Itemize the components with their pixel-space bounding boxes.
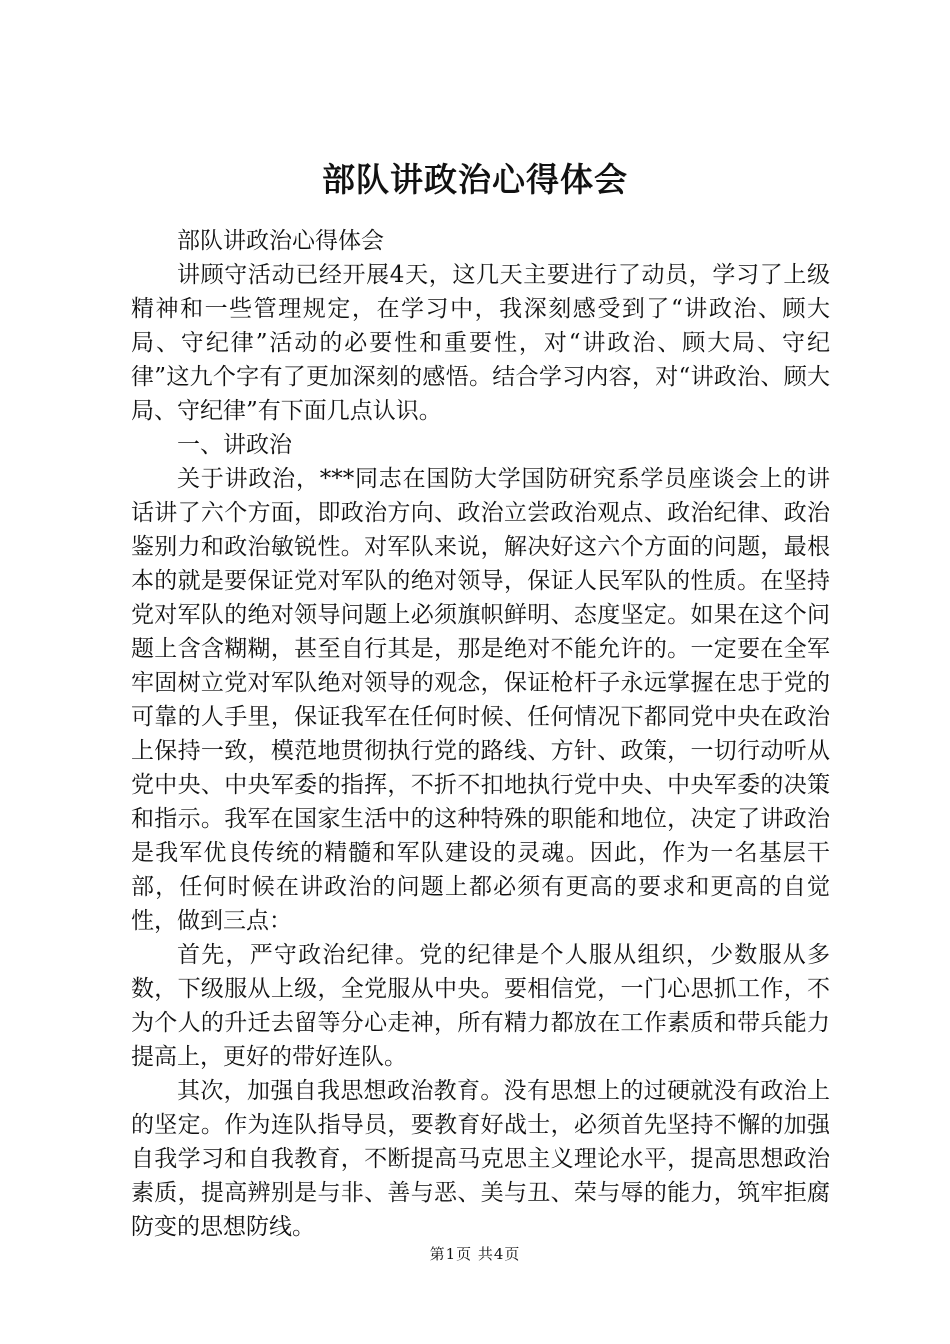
page-footer: 第1页 共4页: [429, 1245, 521, 1263]
body-paragraph: 关于讲政治，***同志在国防大学国防研究系学员座谈会上的讲话讲了六个方面，即政治方向、政治立尝政治观点、政治纪律、政治鉴别力和政治敏锐性。对军队来说，解决好这六个方面的问题，最根本的就是要保证党对军队的绝对领导，保证人民军队的性质。在坚持党对军队的绝对领导问题上必须旗帜鲜明、态度坚定。如果在这个问题上含含糊糊，甚至自行其是，那是绝对不能允许的。一定要在全军牢固树立党对军队绝对领导的观念，保证枪杆子永远掌握在忠于党的可靠的人手里，保证我军在任何时候、任何情况下都同党中央在政治上保持一致，模范地贯彻执行党的路线、方针、政策，一切行动听从党中央、中央军委的指挥，不折不扣地执行党中央、中央军委的决策和指示。我军在国家生活中的这种特殊的职能和地位，决定了讲政治是我军优良传统的精髓和军队建设的灵魂。因此，作为一名基层干部，任何时候在讲政治的问题上都必须有更高的要求和更高的自觉性，做到三点：: [131, 466, 830, 934]
intro-paragraph: 讲顾守活动已经开展4天，这几天主要进行了动员，学习了上级精神和一些管理规定，在学习中，我深刻感受到了“讲政治、顾大局、守纪律”活动的必要性和重要性，对“讲政治、顾大局、守纪律”这九个字有了更加深刻的感悟。结合学习内容，对“讲政治、顾大局、守纪律”有下面几点认识。: [131, 262, 830, 424]
subtitle-paragraph: 部队讲政治心得体会: [177, 228, 384, 254]
document-body: [131, 224, 830, 1244]
body-paragraph: 其次，加强自我思想政治教育。没有思想上的过硬就没有政治上的坚定。作为连队指导员，要教育好战士，必须首先坚持不懈的加强自我学习和自我教育，不断提高马克思主义理论水平，提高思想政治素质，提高辨别是与非、善与恶、美与丑、荣与辱的能力，筑牢拒腐防变的思想防线。: [131, 1078, 830, 1240]
section-heading: 一、讲政治: [177, 432, 292, 458]
document-title: 部队讲政治心得体会: [322, 160, 628, 199]
body-paragraph: 首先，严守政治纪律。党的纪律是个人服从组织，少数服从多数，下级服从上级，全党服从中央。要相信党，一门心思抓工作，不为个人的升迁去留等分心走神，所有精力都放在工作素质和带兵能力提高上，更好的带好连队。: [131, 942, 830, 1070]
